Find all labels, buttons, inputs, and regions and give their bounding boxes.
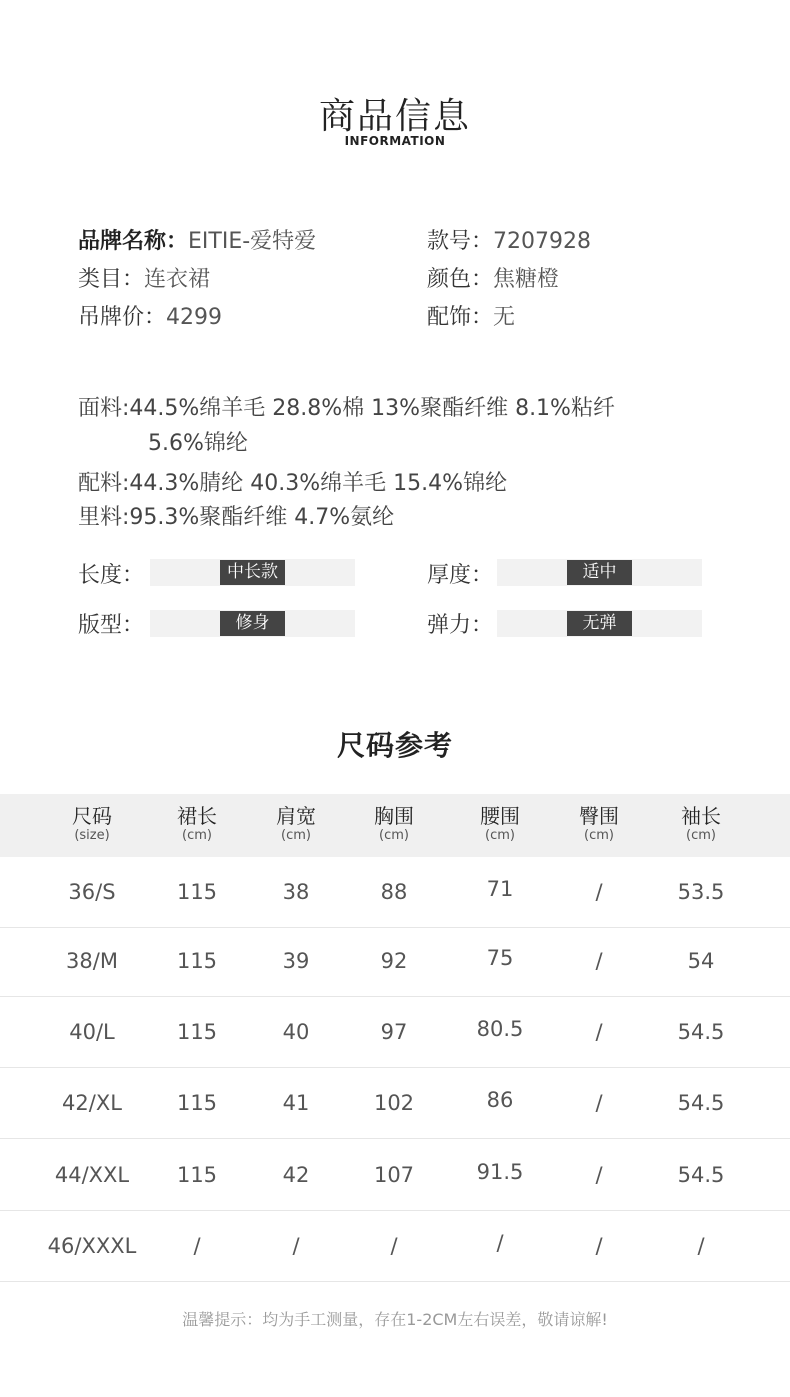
table-cell: 97 <box>380 1020 408 1044</box>
table-cell: 42/XL <box>62 1091 122 1115</box>
length-bar <box>150 559 355 586</box>
column-header-label: 裙长 <box>177 804 217 828</box>
table-cell: 107 <box>373 1163 415 1187</box>
table-cell: / <box>697 1234 705 1258</box>
table-cell: / <box>193 1234 201 1258</box>
table-cell: 54.5 <box>677 1163 725 1187</box>
column-header <box>147 804 247 844</box>
style-label: 款号： <box>427 229 494 254</box>
table-row <box>0 1211 790 1282</box>
brand-label: 品牌名称： <box>78 229 189 254</box>
table-cell: 41 <box>282 1091 310 1115</box>
fabric-composition-cont: 5.6%锦纶 <box>148 431 248 456</box>
column-header-unit: (cm) <box>281 828 311 843</box>
table-cell: 53.5 <box>677 880 725 904</box>
column-header <box>246 804 346 844</box>
elasticity-label: 弹力： <box>427 613 494 638</box>
table-cell: 75 <box>486 946 514 970</box>
lining-composition: 里料:95.3%聚酯纤维 4.7%氨纶 <box>78 505 395 530</box>
column-header-unit: (cm) <box>485 828 515 843</box>
table-cell: 42 <box>282 1163 310 1187</box>
accessory-row <box>427 300 515 331</box>
column-header-label: 腰围 <box>480 804 520 828</box>
color-label: 颜色： <box>427 267 494 292</box>
style-row <box>427 224 591 255</box>
column-header-label: 袖长 <box>681 804 721 828</box>
column-header-unit: (cm) <box>584 828 614 843</box>
table-row <box>0 997 790 1068</box>
table-cell: 88 <box>380 880 408 904</box>
thickness-chip: 适中 <box>567 560 632 585</box>
fit-chip: 修身 <box>220 611 285 636</box>
table-cell: / <box>595 880 603 904</box>
table-cell: 46/XXXL <box>47 1234 137 1258</box>
table-cell: 102 <box>373 1091 415 1115</box>
table-cell: 54 <box>687 949 715 973</box>
category-value: 连衣裙 <box>144 267 211 292</box>
table-row <box>0 857 790 928</box>
accessory-label: 配饰： <box>427 305 494 330</box>
trim-composition: 配料:44.3%腈纶 40.3%绵羊毛 15.4%锦纶 <box>78 471 508 496</box>
table-cell: 38/M <box>66 949 118 973</box>
column-header-unit: (cm) <box>686 828 716 843</box>
column-header-unit: (size) <box>74 828 110 843</box>
table-cell: 36/S <box>68 880 116 904</box>
table-cell: / <box>595 1020 603 1044</box>
column-header <box>549 804 649 844</box>
table-cell: 115 <box>176 949 218 973</box>
elasticity-chip: 无弹 <box>567 611 632 636</box>
size-section-title: 尺码参考 <box>336 729 453 762</box>
page-subtitle: INFORMATION <box>344 134 446 148</box>
thickness-bar <box>497 559 702 586</box>
table-cell: 39 <box>282 949 310 973</box>
table-cell: / <box>595 1234 603 1258</box>
table-row <box>0 1068 790 1139</box>
accessory-value: 无 <box>493 305 516 330</box>
table-cell: 86 <box>486 1088 514 1112</box>
measurement-note: 温馨提示：均为手工测量，存在1-2CM左右误差，敬请谅解! <box>182 1310 608 1329</box>
table-cell: 54.5 <box>677 1091 725 1115</box>
table-cell: 38 <box>282 880 310 904</box>
column-header-unit: (cm) <box>379 828 409 843</box>
fit-label: 版型： <box>78 613 145 638</box>
column-header-label: 臀围 <box>579 804 619 828</box>
elasticity-bar <box>497 610 702 637</box>
table-cell: / <box>292 1234 300 1258</box>
table-cell: 40/L <box>69 1020 115 1044</box>
color-row <box>427 262 559 293</box>
category-label: 类目： <box>78 267 145 292</box>
column-header-label: 肩宽 <box>276 804 316 828</box>
table-cell: 115 <box>176 1163 218 1187</box>
column-header-label: 胸围 <box>374 804 414 828</box>
price-value: 4299 <box>166 305 223 330</box>
table-cell: 71 <box>486 877 514 901</box>
table-row <box>0 1140 790 1211</box>
brand-row <box>78 224 316 255</box>
table-cell: 92 <box>380 949 408 973</box>
table-cell: 40 <box>282 1020 310 1044</box>
fit-bar <box>150 610 355 637</box>
fabric-composition: 面料:44.5%绵羊毛 28.8%棉 13%聚酯纤维 8.1%粘纤 <box>78 396 615 421</box>
table-cell: / <box>390 1234 398 1258</box>
column-header-label: 尺码 <box>72 804 112 828</box>
price-label: 吊牌价： <box>78 305 167 330</box>
table-cell: / <box>496 1231 504 1255</box>
category-row <box>78 262 210 293</box>
style-value: 7207928 <box>493 229 591 254</box>
page-title: 商品信息 <box>318 96 471 137</box>
table-cell: / <box>595 1091 603 1115</box>
table-cell: / <box>595 949 603 973</box>
table-cell: 44/XXL <box>54 1163 130 1187</box>
table-row <box>0 926 790 997</box>
table-cell: 91.5 <box>476 1160 524 1184</box>
table-cell: 115 <box>176 1091 218 1115</box>
table-cell: / <box>595 1163 603 1187</box>
column-header <box>344 804 444 844</box>
table-cell: 115 <box>176 880 218 904</box>
column-header <box>42 804 142 844</box>
length-chip: 中长款 <box>220 560 285 585</box>
table-cell: 115 <box>176 1020 218 1044</box>
color-value: 焦糖橙 <box>493 267 560 292</box>
thickness-label: 厚度： <box>427 563 494 588</box>
column-header-unit: (cm) <box>182 828 212 843</box>
column-header <box>651 804 751 844</box>
brand-value: EITIE-爱特爱 <box>188 229 317 254</box>
table-cell: 54.5 <box>677 1020 725 1044</box>
price-row <box>78 300 222 331</box>
table-cell: 80.5 <box>476 1017 524 1041</box>
length-label: 长度： <box>78 563 145 588</box>
column-header <box>450 804 550 844</box>
